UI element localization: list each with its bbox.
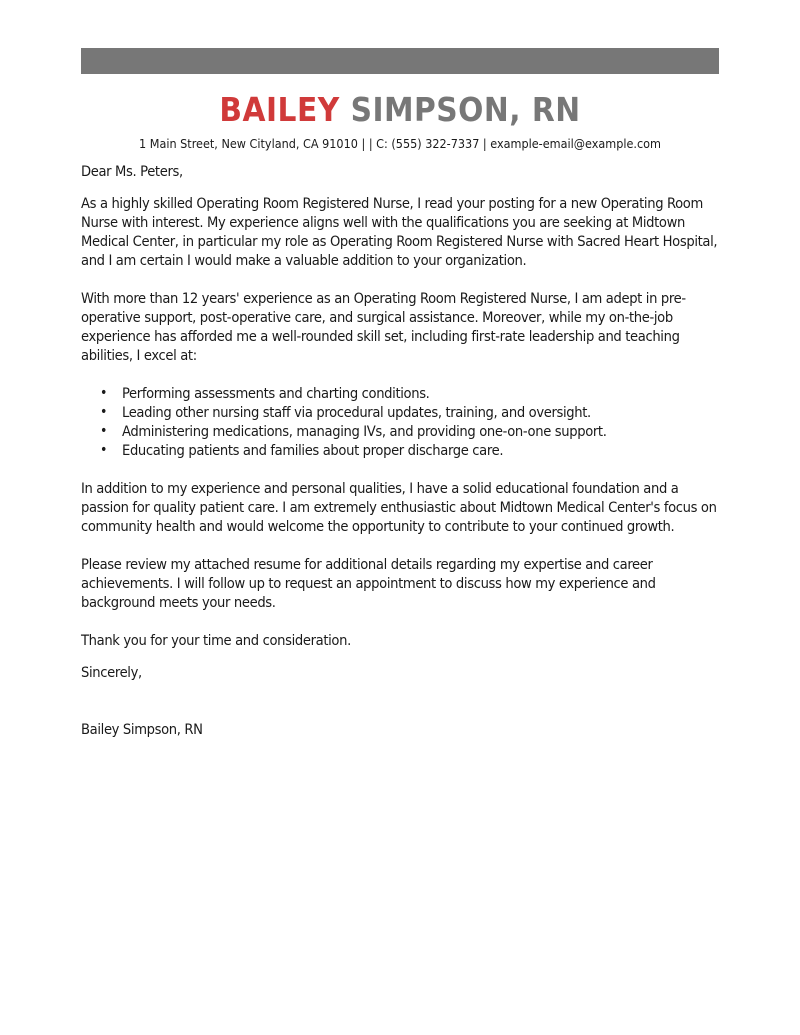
list-item	[81, 441, 726, 460]
list-item	[81, 384, 726, 403]
last-name: SIMPSON, RN	[350, 90, 581, 129]
bullet-icon: •	[100, 385, 108, 401]
contact-line: 1 Main Street, New Cityland, CA 91010 | | C: (555) 322-7337 | example-email@example.com	[139, 136, 661, 151]
paragraph-experience: With more than 12 years' experience as an Operating Room Registered Nurse, I am adept in pre-operative support, post-operative care, and surgical assistance. Moreover, while my on-the-job experience has afforded me a well-rounded skill set, including first-rate leadership and teaching abilities, I excel at:	[81, 290, 686, 364]
list-item	[81, 422, 726, 441]
salutation: Dear Ms. Peters,	[81, 163, 183, 180]
bullet-icon: •	[100, 404, 108, 420]
closing: Sincerely,	[81, 664, 142, 681]
header-bar	[81, 48, 719, 74]
bullet-icon: •	[100, 423, 108, 439]
bullet-icon: •	[100, 442, 108, 458]
letter-body	[81, 162, 726, 739]
paragraph-intro: As a highly skilled Operating Room Registered Nurse, I read your posting for a new Operating Room Nurse with interest. My experience aligns well with the qualifications you are seeking at Midtown Medical Center, in particular my role as Operating Room Registered Nurse with Sacred Heart Hospital, and I am certain I would make a valuable addition to your organization.	[81, 195, 718, 269]
skill-text: Administering medications, managing IVs, and providing one-on-one support.	[122, 423, 607, 440]
thanks-line: Thank you for your time and consideration.	[81, 632, 351, 649]
skill-text: Performing assessments and charting conditions.	[122, 385, 430, 402]
paragraph-education: In addition to my experience and personal qualities, I have a solid educational foundation and a passion for quality patient care. I am extremely enthusiastic about Midtown Medical Center's focus on community health and would welcome the opportunity to contribute to your continued growth.	[81, 480, 717, 535]
paragraph-follow-up: Please review my attached resume for additional details regarding my expertise and career achievements. I will follow up to request an appointment to discuss how my experience and background meets your needs.	[81, 556, 656, 611]
applicant-name	[0, 90, 800, 130]
skill-text: Leading other nursing staff via procedural updates, training, and oversight.	[122, 404, 591, 421]
signature: Bailey Simpson, RN	[81, 721, 203, 738]
skill-text: Educating patients and families about proper discharge care.	[122, 442, 504, 459]
skills-list	[81, 384, 726, 460]
first-name: BAILEY	[219, 90, 340, 129]
list-item	[81, 403, 726, 422]
